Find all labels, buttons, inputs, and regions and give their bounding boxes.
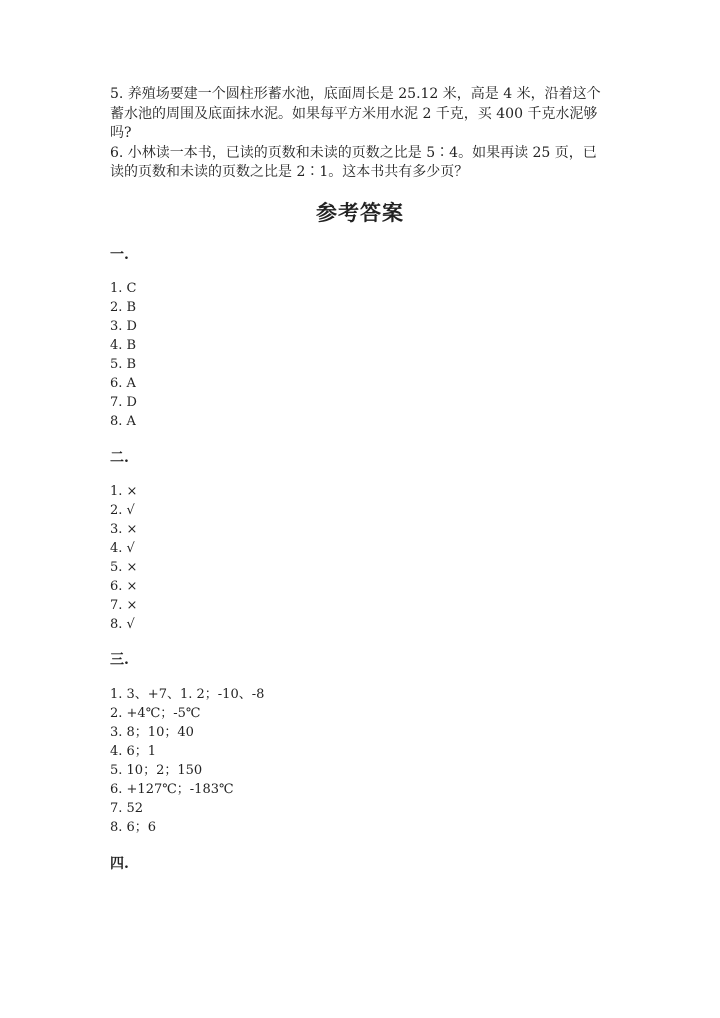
answer-item: 7. D — [110, 395, 137, 410]
problem-6: 6. 小林读一本书，已读的页数和未读的页数之比是 5∶4。如果再读 25 页，已读的页数和未读的页数之比是 2∶1。这本书共有多少页？ — [110, 144, 597, 180]
answer-item: 4. B — [110, 338, 137, 353]
answer-item: 1. C — [110, 281, 137, 296]
answer-item: 3. 8；10；40 — [110, 725, 194, 740]
section-label-1: 一. — [110, 247, 129, 263]
answer-item: 5. × — [110, 560, 138, 575]
problem-5: 5. 养殖场要建一个圆柱形蓄水池，底面周长是 25.12 米，高是 4 米，沿着这个蓄水池的周围及底面抹水泥。如果每平方米用水泥 2 千克，买 400 千克水泥够吗? — [110, 86, 601, 141]
answer-item: 3. D — [110, 319, 137, 334]
section-3-answers — [110, 685, 264, 837]
answer-item: 4. √ — [110, 541, 135, 556]
answer-item: 6. A — [110, 376, 136, 391]
section-label-3: 三. — [110, 652, 129, 668]
answer-item: 6. × — [110, 579, 138, 594]
answer-item: 7. 52 — [110, 801, 144, 816]
answer-item: 6. +127℃；-183℃ — [110, 782, 234, 797]
section-label-2: 二. — [110, 450, 129, 466]
answer-item: 8. √ — [110, 617, 135, 632]
answer-item: 2. +4℃；-5℃ — [110, 706, 201, 721]
answer-item: 3. × — [110, 522, 138, 537]
answer-item: 1. 3、+7、1. 2；-10、-8 — [110, 687, 265, 702]
section-label-4: 四. — [110, 856, 129, 872]
answer-item: 7. × — [110, 598, 138, 613]
section-1-answers — [110, 279, 137, 431]
answer-item: 2. B — [110, 300, 137, 315]
answer-item: 8. 6；6 — [110, 820, 157, 835]
answer-item: 4. 6；1 — [110, 744, 157, 759]
answer-item: 5. B — [110, 357, 137, 372]
answer-item: 1. × — [110, 484, 138, 499]
answer-item: 5. 10；2；150 — [110, 763, 203, 778]
section-2-answers — [110, 482, 137, 634]
problem-list — [110, 85, 610, 183]
answer-item: 2. √ — [110, 503, 135, 518]
answer-key-title: 参考答案 — [316, 200, 404, 225]
answer-item: 8. A — [110, 414, 136, 429]
